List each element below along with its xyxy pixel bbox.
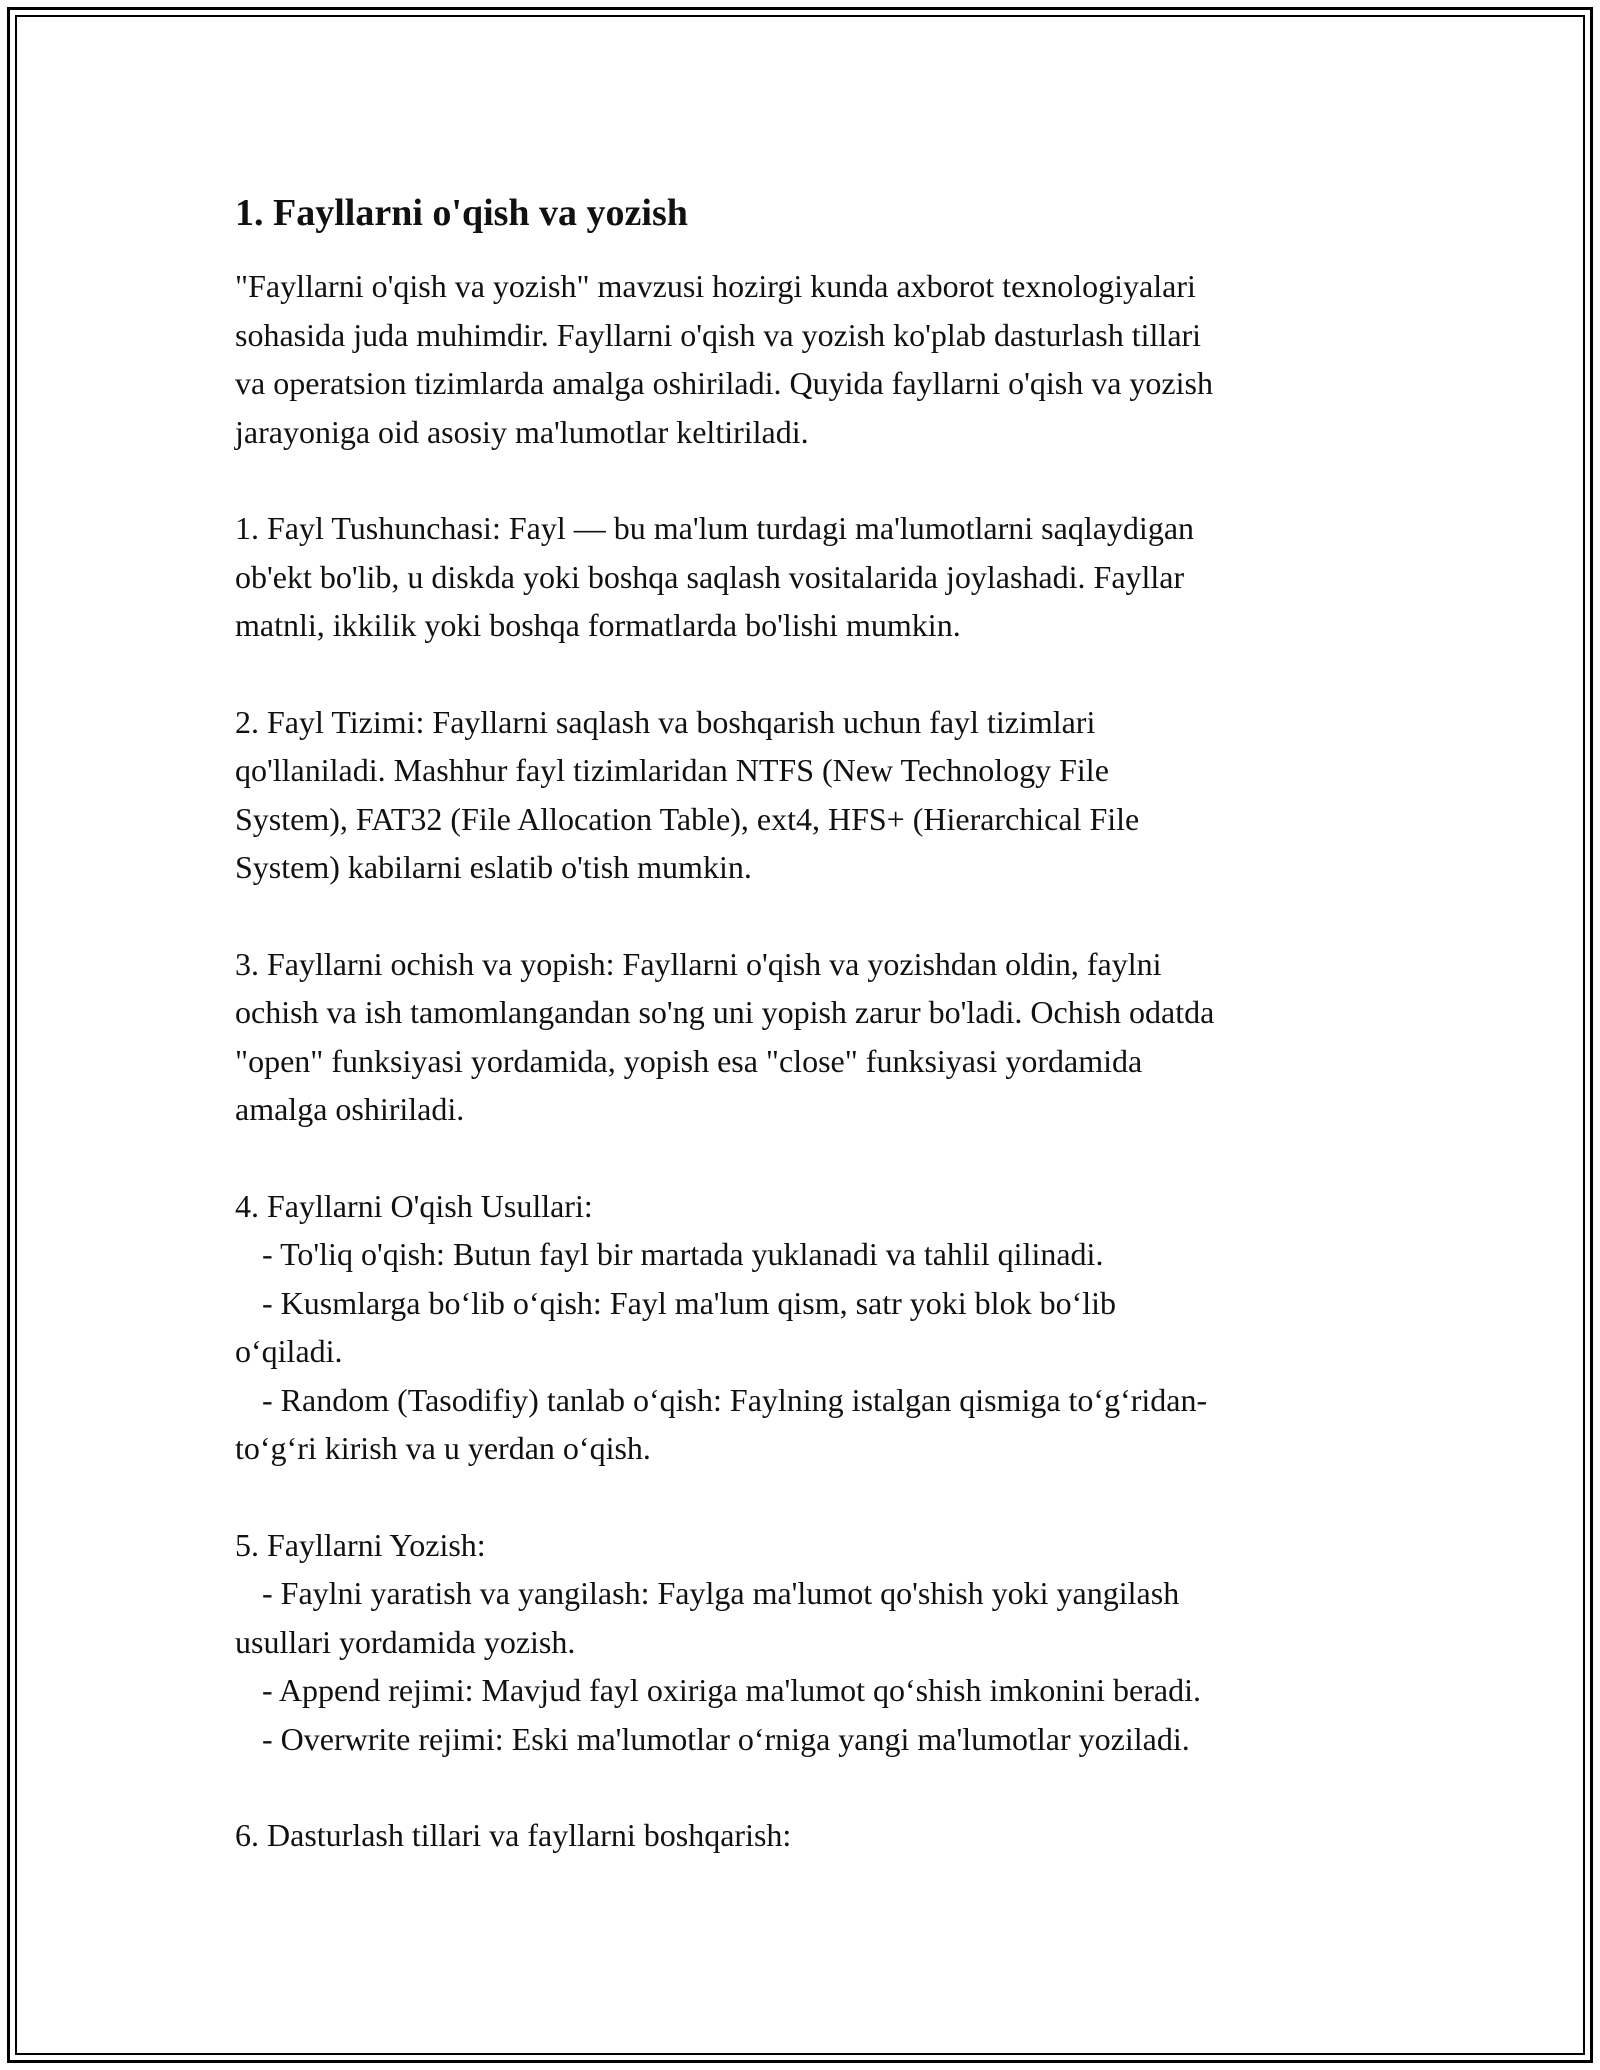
text-line: 1. Fayl Tushunchasi: Fayl — bu ma'lum turdagi ma'lumotlarni saqlaydigan [235,510,1195,546]
text-line: ochish va ish tamomlangandan so'ng uni yopish zarur bo'ladi. Ochish odatda [235,994,1215,1030]
text-line: to‘g‘ri kirish va u yerdan o‘qish. [235,1430,651,1466]
section-fayl-tushunchasi [235,504,1375,650]
section-ochish-yopish [235,940,1375,1134]
text-line: va operatsion tizimlarda amalga oshiriladi. Quyida fayllarni o'qish va yozish [235,365,1213,401]
text-line: ob'ekt bo'lib, u diskda yoki boshqa saqlash vositalarida joylashadi. Fayllar [235,558,1185,595]
text-line: matnli, ikkilik yoki boshqa formatlarda bo'lishi mumkin. [235,607,961,643]
section-dasturlash-tillari [235,1811,1375,1860]
list-item-line: - To'liq o'qish: Butun fayl bir martada yuklanadi va tahlil qilinadi. [262,1236,1104,1272]
intro-paragraph [235,262,1375,456]
text-line: o‘qiladi. [235,1333,343,1369]
list-item-line: - Overwrite rejimi: Eski ma'lumotlar o‘rniga yangi ma'lumotlar yoziladi. [262,1720,1190,1757]
text-line: "open" funksiyasi yordamida, yopish esa "close" funksiyasi yordamida [235,1042,1143,1079]
section-yozish [235,1521,1375,1764]
document-body [235,186,1375,1908]
text-line: amalga oshiriladi. [235,1091,465,1127]
text-line: "Fayllarni o'qish va yozish" mavzusi hozirgi kunda axborot texnologiyalari [235,268,1196,304]
text-line: usullari yordamida yozish. [235,1623,576,1660]
list-item-line: - Random (Tasodifiy) tanlab o‘qish: Faylning istalgan qismiga to‘g‘ridan- [262,1381,1208,1418]
text-line: 3. Fayllarni ochish va yopish: Fayllarni o'qish va yozishdan oldin, faylni [235,945,1162,982]
text-line: qo'llaniladi. Mashhur fayl tizimlaridan NTFS (New Technology File [235,752,1109,788]
list-item-line: - Faylni yaratish va yangilash: Faylga ma'lumot qo'shish yoki yangilash [262,1575,1180,1611]
text-line: System) kabilarni eslatib o'tish mumkin. [235,849,752,885]
document-title: 1. Fayllarni o'qish va yozish [235,192,688,234]
text-line: 4. Fayllarni O'qish Usullari: [235,1187,593,1224]
text-line: 2. Fayl Tizimi: Fayllarni saqlash va boshqarish uchun fayl tizimlari [235,703,1096,740]
list-item-line: - Kusmlarga bo‘lib o‘qish: Fayl ma'lum qism, satr yoki blok bo‘lib [262,1284,1116,1321]
text-line: sohasida juda muhimdir. Fayllarni o'qish va yozish ko'plab dasturlash tillari [235,316,1202,353]
section-oqish-usullari [235,1182,1375,1473]
text-line: 5. Fayllarni Yozish: [235,1526,486,1563]
section-fayl-tizimi [235,698,1375,892]
text-line: 6. Dasturlash tillari va fayllarni boshqarish: [235,1817,792,1853]
text-line: System), FAT32 (File Allocation Table), ext4, HFS+ (Hierarchical File [235,800,1140,837]
list-item-line: - Append rejimi: Mavjud fayl oxiriga ma'lumot qo‘shish imkonini beradi. [262,1672,1201,1708]
text-line: jarayoniga oid asosiy ma'lumotlar keltiriladi. [235,413,809,450]
